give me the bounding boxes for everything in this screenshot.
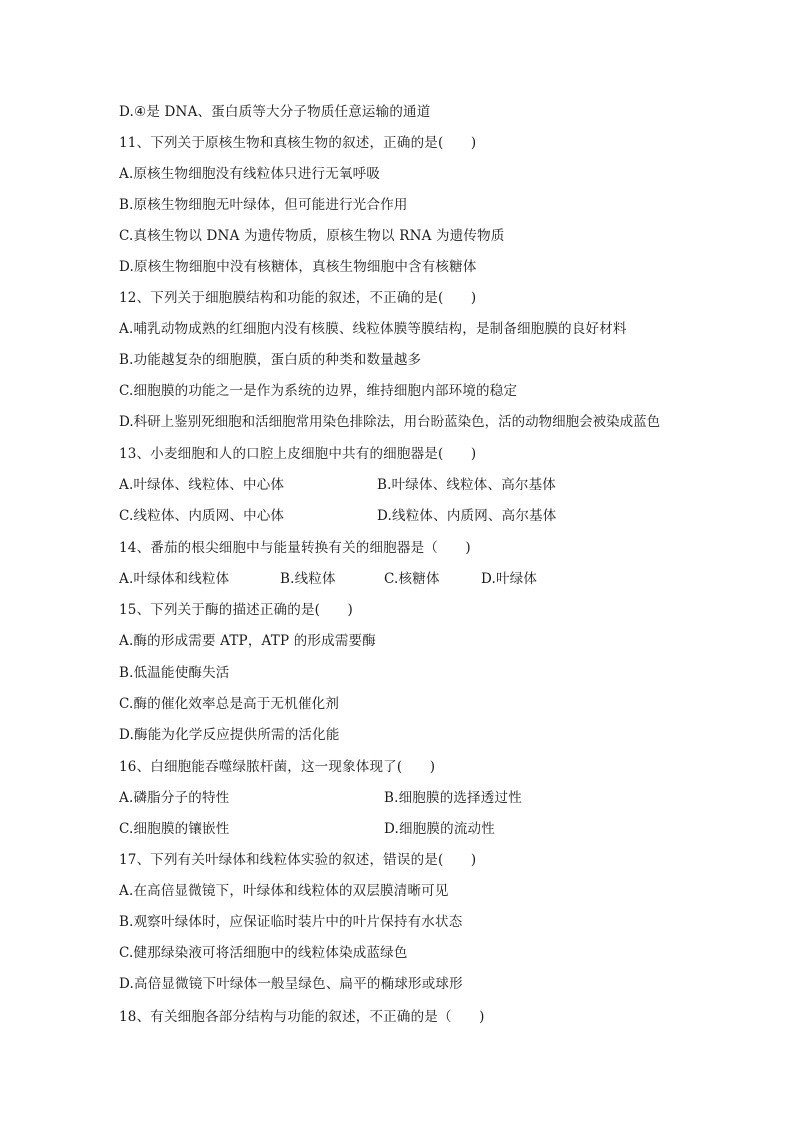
q17-option-d: D.高倍显微镜下叶绿体一般呈绿色、扁平的椭球形或球形 [119, 976, 463, 992]
q11-option-d: D.原核生物细胞中没有核糖体，真核生物细胞中含有核糖体 [119, 259, 477, 275]
q15-option-c: C.酶的催化效率总是高于无机催化剂 [119, 696, 340, 712]
q13-option-a: A.叶绿体、线粒体、中心体 [119, 477, 285, 493]
q11-option-a: A.原核生物细胞没有线粒体只进行无氧呼吸 [119, 166, 381, 182]
q17-option-b: B.观察叶绿体时，应保证临时装片中的叶片保持有水状态 [119, 914, 463, 930]
q11-option-c: C.真核生物以 DNA 为遗传物质，原核生物以 RNA 为遗传物质 [119, 228, 505, 244]
q15-option-d: D.酶能为化学反应提供所需的活化能 [119, 727, 340, 743]
q16-option-a: A.磷脂分子的特性 [119, 790, 230, 806]
q13-option-b: B.叶绿体、线粒体、高尔基体 [377, 477, 557, 493]
q14-option-b: B.线粒体 [280, 571, 336, 587]
q17-option-a: A.在高倍显微镜下，叶绿体和线粒体的双层膜清晰可见 [119, 883, 449, 899]
q12-option-b: B.功能越复杂的细胞膜，蛋白质的种类和数量越多 [119, 352, 422, 368]
q14-option-c: C.核糖体 [384, 571, 440, 587]
question-15-stem: 15、下列关于酶的描述正确的是( ) [119, 602, 354, 618]
q15-option-a: A.酶的形成需要 ATP，ATP 的形成需要酶 [119, 633, 376, 649]
q13-option-c: C.线粒体、内质网、中心体 [119, 508, 285, 524]
question-18-stem: 18、有关细胞各部分结构与功能的叙述，不正确的是（ ) [119, 1009, 485, 1025]
question-17-stem: 17、下列有关叶绿体和线粒体实验的叙述，错误的是( ) [119, 852, 477, 868]
q13-option-d: D.线粒体、内质网、高尔基体 [377, 508, 557, 524]
q16-option-c: C.细胞膜的镶嵌性 [119, 821, 230, 837]
question-16-stem: 16、白细胞能吞噬绿脓杆菌，这一现象体现了( ) [119, 759, 436, 775]
q11-option-b: B.原核生物细胞无叶绿体，但可能进行光合作用 [119, 197, 408, 213]
q12-option-a: A.哺乳动物成熟的红细胞内没有核膜、线粒体膜等膜结构，是制备细胞膜的良好材料 [119, 321, 627, 337]
question-12-stem: 12、下列关于细胞膜结构和功能的叙述，不正确的是( ) [119, 290, 477, 306]
q14-option-a: A.叶绿体和线粒体 [119, 571, 230, 587]
question-13-stem: 13、小麦细胞和人的口腔上皮细胞中共有的细胞器是( ) [119, 446, 477, 462]
q12-option-c: C.细胞膜的功能之一是作为系统的边界，维持细胞内部环境的稳定 [119, 383, 518, 399]
q10-option-d: D.④是 DNA、蛋白质等大分子物质任意运输的通道 [119, 104, 431, 120]
q17-option-c: C.健那绿染液可将活细胞中的线粒体染成蓝绿色 [119, 945, 408, 961]
question-11-stem: 11、下列关于原核生物和真核生物的叙述，正确的是( ) [119, 135, 477, 151]
q14-option-d: D.叶绿体 [481, 571, 538, 587]
q16-option-d: D.细胞膜的流动性 [384, 821, 495, 837]
q12-option-d: D.科研上鉴别死细胞和活细胞常用染色排除法，用台盼蓝染色，活的动物细胞会被染成蓝色 [119, 414, 661, 430]
q16-option-b: B.细胞膜的选择透过性 [384, 790, 522, 806]
question-14-stem: 14、番茄的根尖细胞中与能量转换有关的细胞器是（ ) [119, 540, 471, 556]
q15-option-b: B.低温能使酶失活 [119, 665, 230, 681]
